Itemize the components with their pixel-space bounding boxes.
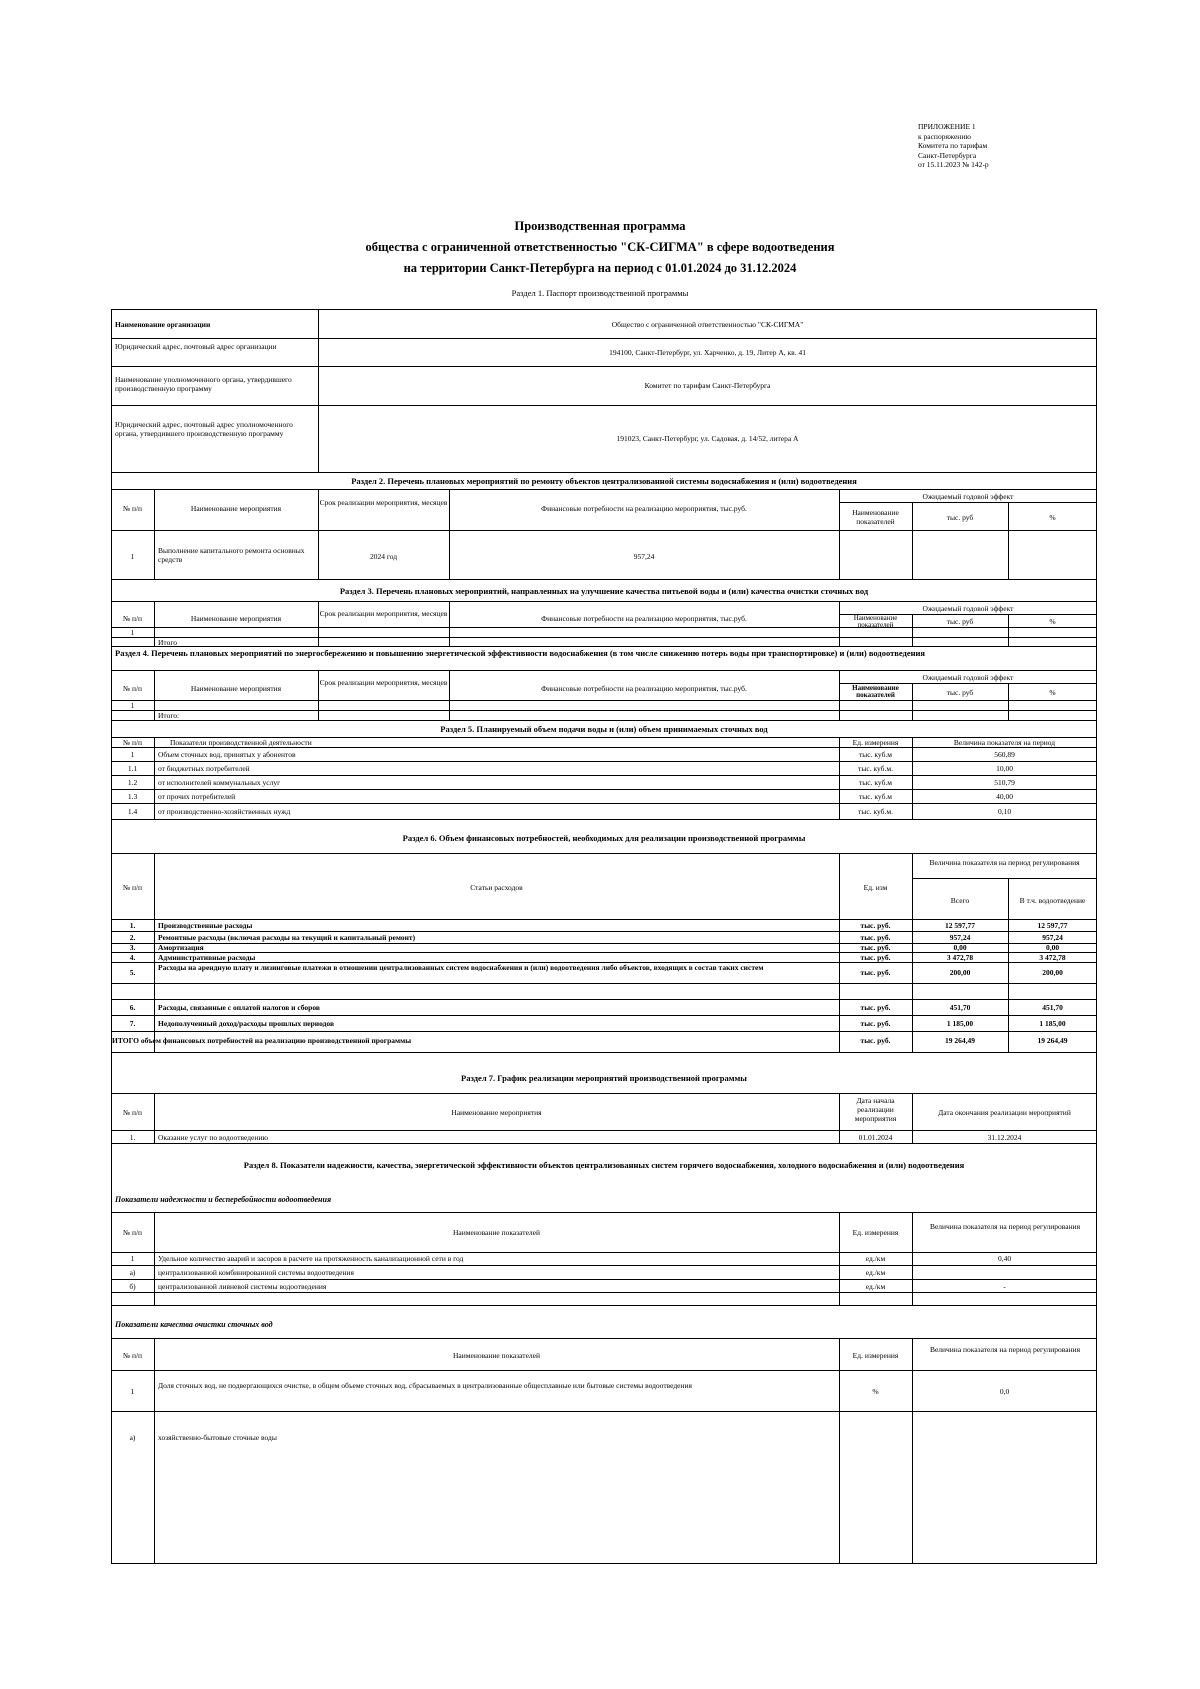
cell: 1 185,00 xyxy=(946,1019,974,1028)
cell: б) xyxy=(129,1282,136,1291)
cell: 0,00 xyxy=(953,943,967,952)
divider xyxy=(912,1338,913,1564)
divider xyxy=(111,1265,1097,1266)
col-header: тыс. руб xyxy=(946,688,974,697)
cell: от бюджетных потребителей xyxy=(158,764,250,773)
cell: 4. xyxy=(129,953,136,962)
divider xyxy=(111,1411,1097,1412)
col-header: № п/п xyxy=(122,1108,143,1117)
passport-value: 191023, Санкт-Петербург, ул. Садовая, д. 14/52, литера А xyxy=(616,434,799,443)
annex-line: от 15.11.2023 № 142-р xyxy=(918,160,989,169)
col-header: тыс. руб xyxy=(946,617,974,626)
col-header: Наименование показателей xyxy=(852,684,899,699)
divider xyxy=(111,1279,1097,1280)
cell: 19 264,49 xyxy=(1037,1036,1068,1045)
section-1-caption: Раздел 1. Паспорт производственной программы xyxy=(511,288,689,298)
title-line-1: Производственная программа xyxy=(514,219,686,233)
divider xyxy=(111,1338,1097,1339)
divider xyxy=(111,405,1097,406)
col-header: тыс. руб xyxy=(946,513,974,522)
divider xyxy=(154,737,155,819)
col-header: № п/п xyxy=(122,1351,143,1360)
annex-line: ПРИЛОЖЕНИЕ 1 xyxy=(918,122,976,131)
cell: 957,24 xyxy=(949,933,971,942)
divider xyxy=(111,1212,1097,1213)
col-header: % xyxy=(1049,513,1056,522)
title-line-2: общества с ограниченной ответственностью "СК-СИГМА" в сфере водоотведения xyxy=(365,240,835,254)
cell: 2024 год xyxy=(369,552,398,561)
cell: 31.12.2024 xyxy=(987,1133,1022,1142)
cell: 6. xyxy=(129,1003,136,1012)
divider xyxy=(111,1305,1097,1306)
cell: 1 xyxy=(130,628,135,637)
divider xyxy=(111,670,1097,671)
subsection-title: Показатели качества очистки сточных вод xyxy=(115,1320,273,1329)
col-header: № п/п xyxy=(122,883,143,892)
cell: 1. xyxy=(129,921,136,930)
divider xyxy=(154,1093,155,1143)
divider xyxy=(111,999,1097,1000)
cell: а) xyxy=(129,1433,136,1442)
cell: 0,40 xyxy=(997,1254,1012,1263)
col-header: Наименование показателей xyxy=(852,508,899,526)
annex-line: к распоряжению xyxy=(918,131,971,141)
divider xyxy=(111,720,1097,721)
col-header: Наименование мероприятия xyxy=(190,684,282,693)
cell: от исполнителей коммунальных услуг xyxy=(158,778,281,787)
col-header: Ед. измерения xyxy=(852,1351,899,1360)
col-header: Финансовые потребности на реализацию мероприятия, тыс.руб. xyxy=(541,684,747,693)
divider xyxy=(449,670,450,720)
col-header: Срок реализации мероприятия, месяцев xyxy=(319,609,448,618)
cell: 0,0 xyxy=(999,1387,1010,1396)
passport-value: Комитет по тарифам Санкт-Петербурга xyxy=(644,381,771,390)
annex-line: Санкт-Петербурга xyxy=(918,150,977,160)
cell: Расходы, связанные с оплатой налогов и сборов xyxy=(158,1003,320,1012)
cell: Доля сточных вод, не подвергающихся очистке, в общем объеме сточных вод, сбрасываемых в централизованные общесплавные или бытовые системы водоотведения xyxy=(158,1381,692,1390)
cell: тыс. руб. xyxy=(860,1019,891,1028)
divider xyxy=(111,747,1097,748)
annex-line: Комитета по тарифам xyxy=(918,141,988,150)
cell: Объем сточных вод, принятых у абонентов xyxy=(158,750,296,759)
cell: 1 xyxy=(130,701,135,710)
cell: 3. xyxy=(129,943,136,952)
cell: Удельное количество аварий и засоров в расчете на протяженность канализационной сети в год xyxy=(158,1254,464,1263)
cell: 0,10 xyxy=(997,807,1012,816)
col-header: Срок реализации мероприятия, месяцев xyxy=(319,498,448,507)
col-header: Наименование мероприятия xyxy=(190,614,282,623)
divider xyxy=(318,601,319,646)
total-label: Итого: xyxy=(158,711,180,720)
divider xyxy=(111,1370,1097,1371)
cell: 1.3 xyxy=(127,792,138,801)
cell: Оказание услуг по водоотведению xyxy=(158,1133,268,1142)
divider xyxy=(154,601,155,646)
cell: ед./км xyxy=(865,1268,886,1277)
cell: тыс. куб.м. xyxy=(858,807,893,816)
section-7-title: Раздел 7. График реализации мероприятий производственной программы xyxy=(461,1073,747,1083)
col-header: Величина показателя на период регулирования xyxy=(929,1345,1081,1354)
cell: 3 472,78 xyxy=(946,953,974,962)
cell: 12 597,77 xyxy=(945,921,975,930)
divider xyxy=(154,489,155,579)
divider xyxy=(111,489,1097,490)
col-header: Ед. измерения xyxy=(852,738,899,747)
section-6-title: Раздел 6. Объем финансовых потребностей, необходимых для реализации производственной программы xyxy=(402,833,806,843)
divider xyxy=(912,878,1097,879)
cell: тыс. куб.м xyxy=(858,778,893,787)
col-header: № п/п xyxy=(122,614,143,623)
cell: тыс. руб. xyxy=(860,933,891,942)
divider xyxy=(111,931,1097,932)
col-header: Наименование показателей xyxy=(452,1228,540,1237)
cell: % xyxy=(872,1387,879,1396)
col-header: Наименование показателей xyxy=(452,1351,540,1360)
col-header: % xyxy=(1049,617,1056,626)
passport-key: Юридический адрес, почтовый адрес уполномоченного органа, утвердившего производственную программу xyxy=(115,420,293,438)
total-label: Итого xyxy=(158,638,177,647)
cell: Производственные расходы xyxy=(158,921,253,930)
col-header: Наименование показателей xyxy=(853,614,898,629)
passport-key: Наименование организации xyxy=(115,320,211,329)
col-header: Дата начала реализации мероприятия xyxy=(854,1096,897,1123)
cell: ед./км xyxy=(865,1282,886,1291)
divider xyxy=(111,1031,1097,1032)
col-header: Срок реализации мероприятия, месяцев xyxy=(319,678,448,687)
cell: 3 472,78 xyxy=(1039,953,1066,962)
divider xyxy=(111,1252,1097,1253)
divider xyxy=(449,601,450,646)
cell: 12 597,77 xyxy=(1037,921,1068,930)
divider xyxy=(111,472,1097,473)
divider xyxy=(111,1015,1097,1016)
cell: тыс. руб. xyxy=(860,943,891,952)
cell: тыс. руб. xyxy=(860,1003,891,1012)
cell: 957,24 xyxy=(633,552,655,561)
divider xyxy=(111,366,1097,367)
cell: от производственно-хозяйственных нужд xyxy=(158,807,291,816)
col-header: Дата окончания реализации мероприятий xyxy=(938,1108,1071,1117)
cell: ед./км xyxy=(865,1254,886,1263)
divider xyxy=(111,789,1097,790)
cell: 451,70 xyxy=(1042,1003,1063,1012)
cell: централизованной комбинированной системы водоотведения xyxy=(158,1268,354,1277)
col-header: Наименование мероприятия xyxy=(451,1108,542,1117)
cell: а) xyxy=(129,1268,136,1277)
cell: от прочих потребителей xyxy=(158,792,236,801)
cell: тыс. руб. xyxy=(860,953,891,962)
cell: 1.4 xyxy=(127,807,138,816)
divider xyxy=(111,700,1097,701)
col-header: № п/п xyxy=(122,738,143,747)
cell: Ремонтные расходы (включая расходы на текущий и капитальный ремонт) xyxy=(158,933,416,942)
cell: 1 xyxy=(130,1254,135,1263)
cell: 7. xyxy=(129,1019,136,1028)
divider xyxy=(111,1130,1097,1131)
divider xyxy=(111,853,1097,854)
col-header: Финансовые потребности на реализацию мероприятия, тыс.руб. xyxy=(541,504,747,513)
col-header: Показатели производственной деятельности xyxy=(170,738,312,747)
col-header: % xyxy=(1049,688,1056,697)
divider xyxy=(111,1052,1097,1053)
cell: 1.2 xyxy=(127,778,138,787)
col-header: № п/п xyxy=(122,1228,143,1237)
cell: централизованной ливневой системы водоотведения xyxy=(158,1282,327,1291)
cell: тыс. руб. xyxy=(860,968,891,977)
divider xyxy=(111,1292,1097,1293)
subsection-title: Показатели надежности и бесперебойности водоотведения xyxy=(115,1195,332,1204)
cell: 1. xyxy=(129,1133,136,1142)
col-header: Величина показателя на период регулирования xyxy=(929,1222,1081,1231)
col-header: № п/п xyxy=(122,684,143,693)
divider xyxy=(111,919,1097,920)
col-header: Величина показателя на период регулирования xyxy=(929,858,1080,867)
section-5-title: Раздел 5. Планируемый объем подачи воды и (или) объем принимаемых сточных вод xyxy=(440,724,768,734)
divider xyxy=(111,1143,1097,1144)
cell: 01.01.2024 xyxy=(858,1133,893,1142)
cell: 2. xyxy=(129,933,136,942)
cell: хозяйственно-бытовые сточные воды xyxy=(158,1433,277,1442)
cell: 200,00 xyxy=(949,968,971,977)
divider xyxy=(111,627,1097,628)
cell: 1 xyxy=(130,552,135,561)
passport-key: Юридический адрес, почтовый адрес организации xyxy=(115,342,277,351)
col-header: Ед. измерения xyxy=(852,1228,899,1237)
divider xyxy=(111,579,1097,580)
divider xyxy=(111,983,1097,984)
cell: Расходы на арендную плату и лизинговые платежи в отношении централизованных систем водоснабжения и (или) водоотведения либо объектов, входящих в состав таких систем xyxy=(158,963,764,972)
document-title xyxy=(0,216,1200,279)
col-header: Ед. изм xyxy=(863,883,888,892)
divider xyxy=(111,803,1097,804)
passport-key: Наименование уполномоченного органа, утвердившего производственную программу xyxy=(115,375,292,393)
section-2-title: Раздел 2. Перечень плановых мероприятий по ремонту объектов централизованной системы водоснабжения и (или) водоотведения xyxy=(351,476,857,486)
col-header: № п/п xyxy=(122,504,143,513)
divider xyxy=(839,502,1097,503)
col-header: Величина показателя на период xyxy=(953,738,1056,747)
cell: 5. xyxy=(129,968,136,977)
cell: Недополученный доход/расходы прошлых периодов xyxy=(158,1019,335,1028)
divider xyxy=(154,1338,155,1564)
cell: - xyxy=(1003,1282,1006,1291)
col-header: Ожидаемый годовой эффект xyxy=(922,604,1014,613)
cell: 1 xyxy=(130,750,135,759)
cell: 560,89 xyxy=(994,750,1015,759)
divider xyxy=(111,601,1097,602)
divider xyxy=(111,775,1097,776)
section-3-title: Раздел 3. Перечень плановых мероприятий, направленных на улучшение качества питьевой воды и (или) качества очистки сточных вод xyxy=(339,586,869,596)
cell: тыс. куб.м xyxy=(858,792,893,801)
cell: 40,00 xyxy=(996,792,1013,801)
divider xyxy=(111,530,1097,531)
passport-value: Общество с ограниченной ответственностью "СК-СИГМА" xyxy=(611,320,804,329)
cell: тыс. куб.м xyxy=(858,750,893,759)
col-header: Ожидаемый годовой эффект xyxy=(922,492,1014,501)
passport-value: 194100, Санкт-Петербург, ул. Харченко, д. 19, Литер А, кв. 41 xyxy=(609,348,806,357)
cell: 510,79 xyxy=(994,778,1015,787)
cell: Выполнение капитального ремонта основных средств xyxy=(158,546,305,564)
divider xyxy=(111,338,1097,339)
cell: Административные расходы xyxy=(158,953,256,962)
divider xyxy=(154,670,155,720)
col-header: В т.ч. водоотведение xyxy=(1019,896,1086,905)
section-4-title: Раздел 4. Перечень плановых мероприятий по энергосбережению и повышению энергетической эффективности водоснабжения (в том числе снижению потерь воды при транспортировке) и (или) водоотведения xyxy=(115,648,925,658)
divider xyxy=(839,1338,840,1564)
col-header: Всего xyxy=(950,896,970,905)
annex-note xyxy=(918,122,989,170)
col-header: Наименование мероприятия xyxy=(190,504,282,513)
cell: 19 264,49 xyxy=(945,1036,975,1045)
cell: 200,00 xyxy=(1042,968,1063,977)
col-header: Ожидаемый годовой эффект xyxy=(922,673,1014,682)
cell: 0,00 xyxy=(1045,943,1060,952)
divider xyxy=(111,761,1097,762)
divider xyxy=(318,309,319,472)
col-header: Финансовые потребности на реализацию мероприятия, тыс.руб. xyxy=(541,614,747,623)
cell: 451,70 xyxy=(949,1003,971,1012)
cell: тыс. куб.м. xyxy=(858,764,893,773)
cell: 957,24 xyxy=(1042,933,1063,942)
title-line-3: на территории Санкт-Петербурга на период с 01.01.2024 до 31.12.2024 xyxy=(403,261,797,275)
cell: Амортизация xyxy=(158,943,204,952)
divider xyxy=(449,489,450,579)
cell: 10,00 xyxy=(996,764,1013,773)
cell: тыс. руб. xyxy=(860,921,891,930)
col-header: Статьи расходов xyxy=(470,883,523,892)
cell: 1 xyxy=(130,1387,135,1396)
total-label: ИТОГО объем финансовых потребностей на реализацию производственной программы xyxy=(112,1036,412,1045)
divider xyxy=(111,1093,1097,1094)
cell: 1.1 xyxy=(127,764,138,773)
divider xyxy=(111,819,1097,820)
cell: тыс. руб. xyxy=(860,1036,891,1045)
cell: 1 185,00 xyxy=(1039,1019,1066,1028)
section-8-title: Раздел 8. Показатели надежности, качества, энергетической эффективности объектов централизованных систем горячего водоснабжения, холодного водоснабжения и (или) водоотведения xyxy=(243,1160,965,1170)
